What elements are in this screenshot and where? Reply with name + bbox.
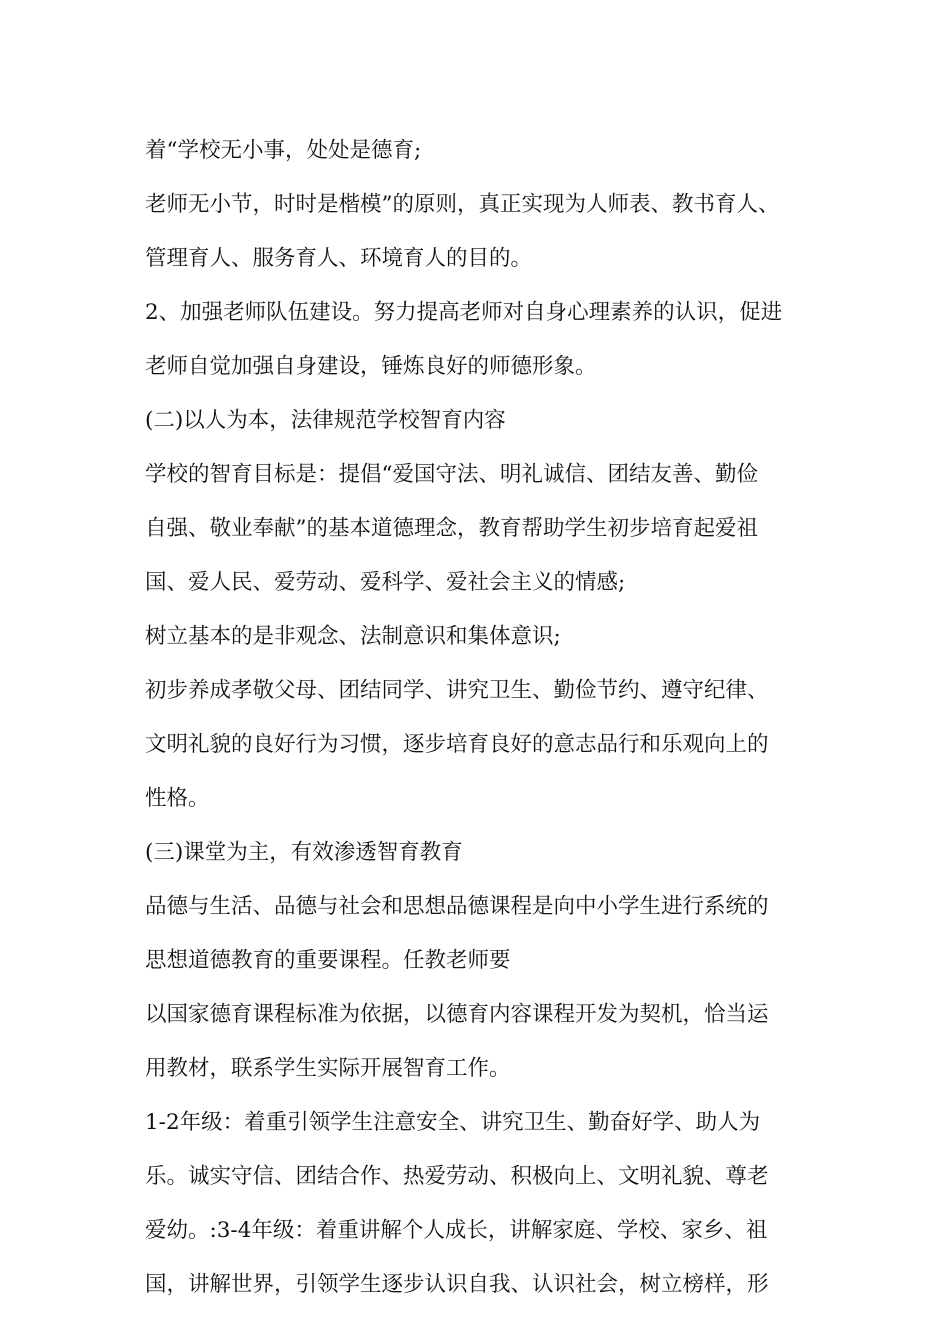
text-line: 1-2年级：着重引领学生注意安全、讲究卫生、勤奋好学、助人为: [145, 1110, 761, 1135]
text-line: 文明礼貌的良好行为习惯，逐步培育良好的意志品行和乐观向上的: [145, 732, 769, 757]
text-line: 老师自觉加强自身建设，锤炼良好的师德形象。: [145, 354, 597, 379]
document-body: [145, 124, 825, 1312]
text-line: 用教材，联系学生实际开展智育工作。: [145, 1056, 511, 1081]
text-line: 2、加强老师队伍建设。努力提高老师对自身心理素养的认识，促进: [145, 300, 783, 325]
text-line: 性格。: [145, 786, 210, 811]
text-line: 学校的智育目标是：提倡“爱国守法、明礼诚信、团结友善、勤俭: [145, 462, 758, 487]
text-line: 管理育人、服务育人、环境育人的目的。: [145, 246, 533, 271]
text-line: 国、爱人民、爱劳动、爱科学、爱社会主义的情感;: [145, 570, 626, 595]
text-line: 自强、敬业奉献”的基本道德理念，教育帮助学生初步培育起爱祖: [145, 516, 758, 541]
section-heading: (二)以人为本，法律规范学校智育内容: [145, 408, 506, 433]
text-line: 品德与生活、品德与社会和思想品德课程是向中小学生进行系统的: [145, 894, 769, 919]
text-line: 树立基本的是非观念、法制意识和集体意识;: [145, 624, 561, 649]
text-line: 乐。诚实守信、团结合作、热爱劳动、积极向上、文明礼貌、尊老: [145, 1164, 769, 1189]
text-line: 爱幼。:3-4年级：着重讲解个人成长，讲解家庭、学校、家乡、祖: [145, 1218, 768, 1243]
text-line: 思想道德教育的重要课程。任教老师要: [145, 948, 511, 973]
text-line: 老师无小节，时时是楷模”的原则，真正实现为人师表、教书育人、: [145, 192, 780, 217]
text-line: 初步养成孝敬父母、团结同学、讲究卫生、勤俭节约、遵守纪律、: [145, 678, 769, 703]
text-line: 国，讲解世界，引领学生逐步认识自我、认识社会，树立榜样，形: [145, 1272, 769, 1297]
text-line: 着“学校无小事，处处是德育;: [145, 138, 422, 163]
section-heading: (三)课堂为主，有效渗透智育教育: [145, 840, 463, 865]
text-line: 以国家德育课程标准为依据，以德育内容课程开发为契机，恰当运: [145, 1002, 769, 1027]
